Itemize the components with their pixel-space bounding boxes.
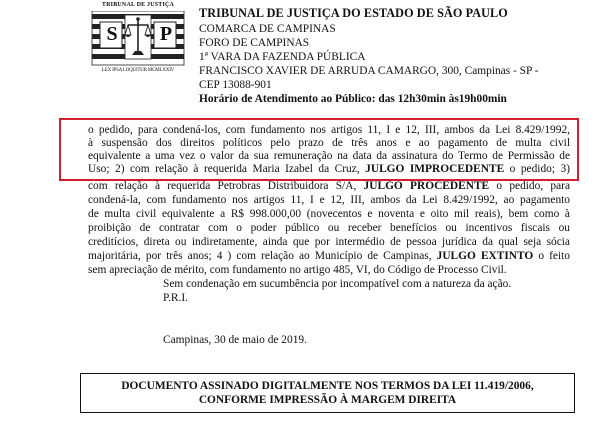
header-hours: Horário de Atendimento ao Público: das 12h30min às19h00min (199, 93, 507, 105)
body-line: sem apreciação de mérito, com fundamento no artigo 485, VI, do Código de Processo Civil. (88, 264, 507, 276)
body-line: condená-la, com fundamento nos artigos 11, I e 12, III, ambos da Lei 8.429/1992, ao pagamento (88, 194, 570, 206)
seal-letter-left: S (106, 23, 118, 45)
verdict-improcedente: JULGO IMPROCEDENTE (365, 163, 505, 175)
court-title: TRIBUNAL DE JUSTIÇA DO ESTADO DE SÃO PAULO (199, 6, 508, 20)
body-text: o pedido, para (496, 180, 571, 192)
body-line (88, 250, 570, 263)
pri-line: P.R.I. (163, 292, 189, 304)
body-line: Sem condenação em sucumbência por incompatível com a natureza da ação. (163, 278, 512, 290)
body-line: o pedido, para condená-los, com fundamento nos artigos 11, I e 12, III, ambos da Lei 8.429/1992, (88, 124, 570, 136)
seal-top-text: TRIBUNAL DE JUSTIÇA (101, 2, 175, 8)
header-line-cep: CEP 13088-901 (199, 79, 272, 91)
body-line: de multa civil equivalente a R$ 998.000,00 (novecentos e noventa e oito mil reais), bem como à (88, 208, 570, 220)
body-text: majoritária, por três anos; 4 ) com relação ao Município de Campinas, (88, 250, 432, 262)
verdict-procedente: JULGO PROCEDENTE (363, 180, 490, 192)
body-line: equivalente a uma vez o valor da sua remuneração na data da assinatura do Termo de Permissão de (88, 150, 570, 162)
signature-notice-line2: CONFORME IMPRESSÃO À MARGEM DIREITA (198, 394, 457, 406)
body-line (88, 163, 570, 176)
body-text: com relação à requerida Petrobras Distribuidora S/A, (88, 180, 357, 192)
date-line: Campinas, 30 de maio de 2019. (163, 334, 307, 346)
body-line: creditícios, direta ou indiretamente, ainda que por intermédio de pessoa jurídica da qual seja sócia (88, 236, 570, 248)
body-text: Uso; 2) com relação à requerida Maria Izabel da Cruz, (88, 163, 360, 175)
header-line-foro: FORO DE CAMPINAS (199, 37, 310, 49)
seal-letter-right: P (159, 23, 173, 45)
court-seal (90, 2, 186, 76)
header-line-vara: 1ª VARA DA FAZENDA PÚBLICA (199, 51, 366, 63)
signature-notice-line1: DOCUMENTO ASSINADO DIGITALMENTE NOS TERMOS DA LEI 11.419/2006, (121, 380, 534, 392)
seal-motto: LEX IPSA LOQUITUR MCMLXXIV (101, 68, 175, 73)
body-text: o feito (538, 250, 570, 262)
body-line (88, 180, 570, 193)
header-line-comarca: COMARCA DE CAMPINAS (199, 23, 336, 35)
body-text: o pedido; 3) (509, 163, 570, 175)
body-line: proibição de contratar com o poder público ou receber benefícios ou incentivos fiscais ou (88, 222, 570, 234)
body-line: à suspensão dos direitos políticos pelo prazo de três anos e ao pagamento de multa civil (88, 137, 570, 149)
header-line-address: FRANCISCO XAVIER DE ARRUDA CAMARGO, 300, Campinas - SP - (199, 65, 539, 77)
verdict-extinto: JULGO EXTINTO (436, 250, 534, 262)
